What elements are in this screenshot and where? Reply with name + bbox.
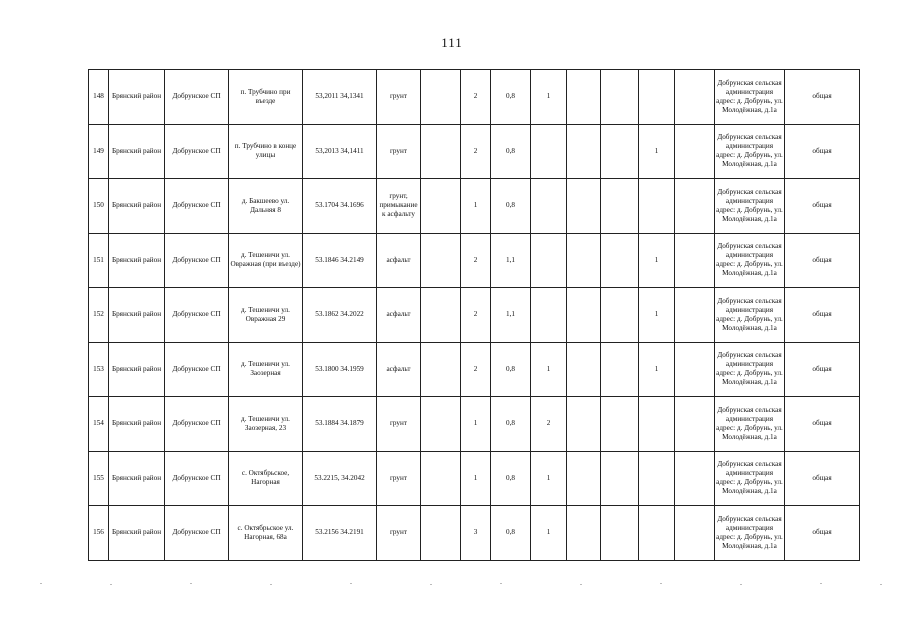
- container-volume-cell: 0,8: [491, 342, 531, 397]
- column-14-cell: [675, 179, 715, 234]
- row-number: 155: [89, 451, 109, 506]
- administration-cell: Добрунская сельская администрация адрес: д. Добрунь, ул. Молодёжная, д.1а: [715, 70, 785, 125]
- column-10-cell: [531, 233, 567, 288]
- column-13-cell: [639, 70, 675, 125]
- column-13-cell: [639, 179, 675, 234]
- container-volume-cell: 0,8: [491, 397, 531, 452]
- column-10-cell: [531, 124, 567, 179]
- row-number: 152: [89, 288, 109, 343]
- surface-cell: грунт: [377, 124, 421, 179]
- column-12-cell: [601, 451, 639, 506]
- table-row: [89, 124, 860, 179]
- ownership-cell: общая: [785, 233, 860, 288]
- table-row: [89, 288, 860, 343]
- containers-count-cell: 2: [461, 70, 491, 125]
- ownership-cell: общая: [785, 451, 860, 506]
- surface-cell: грунт: [377, 70, 421, 125]
- column-12-cell: [601, 288, 639, 343]
- column-14-cell: [675, 233, 715, 288]
- column-7-cell: [421, 451, 461, 506]
- row-number: 151: [89, 233, 109, 288]
- container-volume-cell: 0,8: [491, 506, 531, 561]
- settlement-cell: Добрунское СП: [165, 397, 229, 452]
- column-7-cell: [421, 288, 461, 343]
- coordinates-cell: 53.2156 34.2191: [303, 506, 377, 561]
- scan-dot: [740, 584, 742, 585]
- column-13-cell: 1: [639, 233, 675, 288]
- column-14-cell: [675, 342, 715, 397]
- district-cell: Брянский район: [109, 124, 165, 179]
- table-row: [89, 451, 860, 506]
- administration-cell: Добрунская сельская администрация адрес: д. Добрунь, ул. Молодёжная, д.1а: [715, 124, 785, 179]
- column-10-cell: [531, 179, 567, 234]
- column-14-cell: [675, 397, 715, 452]
- administration-cell: Добрунская сельская администрация адрес: д. Добрунь, ул. Молодёжная, д.1а: [715, 233, 785, 288]
- location-cell: д. Бакшеево ул. Дальняя 8: [229, 179, 303, 234]
- location-cell: д. Тешеничи ул. Заозерная, 23: [229, 397, 303, 452]
- column-12-cell: [601, 506, 639, 561]
- location-cell: п. Трубчино в конце улицы: [229, 124, 303, 179]
- container-volume-cell: 1,1: [491, 233, 531, 288]
- administration-cell: Добрунская сельская администрация адрес: д. Добрунь, ул. Молодёжная, д.1а: [715, 397, 785, 452]
- column-10-cell: 1: [531, 342, 567, 397]
- column-10-cell: 2: [531, 397, 567, 452]
- administration-cell: Добрунская сельская администрация адрес: д. Добрунь, ул. Молодёжная, д.1а: [715, 342, 785, 397]
- column-11-cell: [567, 124, 601, 179]
- column-11-cell: [567, 288, 601, 343]
- column-11-cell: [567, 397, 601, 452]
- row-number: 149: [89, 124, 109, 179]
- district-cell: Брянский район: [109, 342, 165, 397]
- coordinates-cell: 53.2215, 34.2042: [303, 451, 377, 506]
- column-12-cell: [601, 342, 639, 397]
- scan-dot: [880, 584, 882, 585]
- administration-cell: Добрунская сельская администрация адрес: д. Добрунь, ул. Молодёжная, д.1а: [715, 179, 785, 234]
- column-13-cell: [639, 506, 675, 561]
- settlement-cell: Добрунское СП: [165, 179, 229, 234]
- scan-dot: [660, 583, 662, 584]
- scan-dot: [40, 583, 42, 584]
- location-cell: с. Октябрьское, Нагорная: [229, 451, 303, 506]
- administration-cell: Добрунская сельская администрация адрес: д. Добрунь, ул. Молодёжная, д.1а: [715, 451, 785, 506]
- column-12-cell: [601, 124, 639, 179]
- administration-cell: Добрунская сельская администрация адрес: д. Добрунь, ул. Молодёжная, д.1а: [715, 288, 785, 343]
- location-cell: д. Тешеничи ул. Овражная 29: [229, 288, 303, 343]
- column-13-cell: [639, 397, 675, 452]
- column-12-cell: [601, 179, 639, 234]
- settlement-cell: Добрунское СП: [165, 342, 229, 397]
- column-14-cell: [675, 506, 715, 561]
- column-11-cell: [567, 451, 601, 506]
- row-number: 154: [89, 397, 109, 452]
- container-volume-cell: 0,8: [491, 451, 531, 506]
- column-14-cell: [675, 451, 715, 506]
- table-row: [89, 506, 860, 561]
- district-cell: Брянский район: [109, 451, 165, 506]
- location-cell: с. Октябрьское ул. Нагорная, 68а: [229, 506, 303, 561]
- column-7-cell: [421, 342, 461, 397]
- table-row: [89, 179, 860, 234]
- ownership-cell: общая: [785, 288, 860, 343]
- surface-cell: грунт: [377, 451, 421, 506]
- coordinates-cell: 53.1846 34.2149: [303, 233, 377, 288]
- surface-cell: асфальт: [377, 288, 421, 343]
- column-7-cell: [421, 124, 461, 179]
- row-number: 150: [89, 179, 109, 234]
- container-volume-cell: 0,8: [491, 70, 531, 125]
- containers-count-cell: 2: [461, 124, 491, 179]
- column-13-cell: 1: [639, 124, 675, 179]
- location-cell: д. Тешеничи ул. Овражная (при въезде): [229, 233, 303, 288]
- container-volume-cell: 0,8: [491, 124, 531, 179]
- page-number: 111: [441, 35, 463, 50]
- table-row: [89, 397, 860, 452]
- containers-count-cell: 3: [461, 506, 491, 561]
- settlement-cell: Добрунское СП: [165, 506, 229, 561]
- ownership-cell: общая: [785, 397, 860, 452]
- scan-noise: [0, 583, 904, 587]
- scan-dot: [270, 584, 272, 585]
- containers-count-cell: 2: [461, 288, 491, 343]
- column-10-cell: 1: [531, 506, 567, 561]
- district-cell: Брянский район: [109, 70, 165, 125]
- coordinates-cell: 53.1800 34.1959: [303, 342, 377, 397]
- column-12-cell: [601, 397, 639, 452]
- column-11-cell: [567, 506, 601, 561]
- location-cell: д. Тешеничи ул. Заозерная: [229, 342, 303, 397]
- container-volume-cell: 1,1: [491, 288, 531, 343]
- ownership-cell: общая: [785, 70, 860, 125]
- district-cell: Брянский район: [109, 233, 165, 288]
- scan-dot: [500, 583, 502, 584]
- settlement-cell: Добрунское СП: [165, 70, 229, 125]
- column-11-cell: [567, 233, 601, 288]
- district-cell: Брянский район: [109, 506, 165, 561]
- coordinates-cell: 53,2013 34,1411: [303, 124, 377, 179]
- scan-dot: [350, 583, 352, 584]
- ownership-cell: общая: [785, 124, 860, 179]
- column-7-cell: [421, 506, 461, 561]
- column-11-cell: [567, 342, 601, 397]
- containers-count-cell: 1: [461, 397, 491, 452]
- column-10-cell: [531, 288, 567, 343]
- column-12-cell: [601, 70, 639, 125]
- scan-dot: [190, 583, 192, 584]
- scan-dot: [110, 584, 112, 585]
- district-cell: Брянский район: [109, 179, 165, 234]
- administration-cell: Добрунская сельская администрация адрес: д. Добрунь, ул. Молодёжная, д.1а: [715, 506, 785, 561]
- containers-count-cell: 1: [461, 179, 491, 234]
- surface-cell: асфальт: [377, 233, 421, 288]
- column-7-cell: [421, 179, 461, 234]
- settlement-cell: Добрунское СП: [165, 451, 229, 506]
- row-number: 156: [89, 506, 109, 561]
- column-14-cell: [675, 70, 715, 125]
- coordinates-cell: 53.1884 34.1879: [303, 397, 377, 452]
- column-13-cell: 1: [639, 288, 675, 343]
- surface-cell: грунт, примыкание к асфальту: [377, 179, 421, 234]
- containers-count-cell: 2: [461, 342, 491, 397]
- column-14-cell: [675, 288, 715, 343]
- settlement-cell: Добрунское СП: [165, 233, 229, 288]
- scan-dot: [580, 584, 582, 585]
- column-10-cell: 1: [531, 70, 567, 125]
- containers-count-cell: 1: [461, 451, 491, 506]
- table-row: [89, 233, 860, 288]
- settlement-cell: Добрунское СП: [165, 288, 229, 343]
- ownership-cell: общая: [785, 506, 860, 561]
- column-14-cell: [675, 124, 715, 179]
- district-cell: Брянский район: [109, 288, 165, 343]
- row-number: 153: [89, 342, 109, 397]
- surface-cell: грунт: [377, 506, 421, 561]
- scan-dot: [430, 584, 432, 585]
- district-cell: Брянский район: [109, 397, 165, 452]
- table-row: [89, 342, 860, 397]
- container-volume-cell: 0,8: [491, 179, 531, 234]
- column-13-cell: 1: [639, 342, 675, 397]
- settlement-cell: Добрунское СП: [165, 124, 229, 179]
- coordinates-cell: 53.1862 34.2022: [303, 288, 377, 343]
- coordinates-cell: 53.1704 34.1696: [303, 179, 377, 234]
- containers-count-cell: 2: [461, 233, 491, 288]
- scan-dot: [820, 583, 822, 584]
- ownership-cell: общая: [785, 179, 860, 234]
- column-12-cell: [601, 233, 639, 288]
- table-body: [89, 70, 860, 561]
- table-row: [89, 70, 860, 125]
- ownership-cell: общая: [785, 342, 860, 397]
- column-7-cell: [421, 70, 461, 125]
- surface-cell: грунт: [377, 397, 421, 452]
- column-7-cell: [421, 397, 461, 452]
- column-11-cell: [567, 179, 601, 234]
- surface-cell: асфальт: [377, 342, 421, 397]
- waste-site-registry-table: [88, 69, 860, 561]
- row-number: 148: [89, 70, 109, 125]
- coordinates-cell: 53,2011 34,1341: [303, 70, 377, 125]
- column-7-cell: [421, 233, 461, 288]
- column-10-cell: 1: [531, 451, 567, 506]
- location-cell: п. Трубчино при въезде: [229, 70, 303, 125]
- column-13-cell: [639, 451, 675, 506]
- column-11-cell: [567, 70, 601, 125]
